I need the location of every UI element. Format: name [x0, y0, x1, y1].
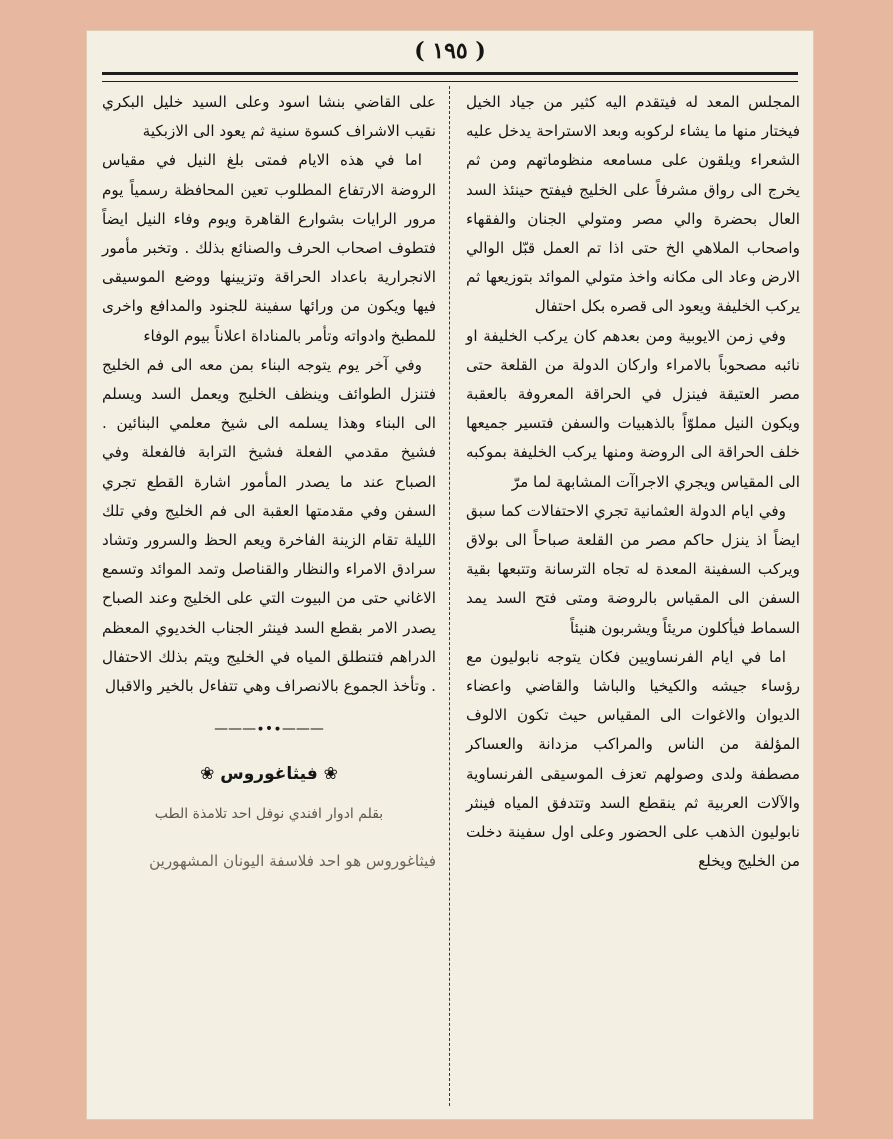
- paragraph: وفي زمن الايوبية ومن بعدهم كان يركب الخليفة او نائبه مصحوباً بالامراء واركان الدولة من القلعة حتى مصر العتيقة فينزل في الحراقة المعروفة بالعقبة ويكون النيل مملوّاً بالذهبيات والسفن فتسير جميعها خلف الحراقة الى الروضة ومنها يركب الخليفة بموكبه الى المقياس ويجري الاجراآت المشابهة لما مرّ: [466, 326, 800, 491]
- newspaper-page: [86, 30, 814, 1120]
- paragraph: اما في هذه الايام فمتى بلغ النيل في مقياس الروضة الارتفاع المطلوب تعين المحافظة رسمياً يوم مرور الرايات بشوارع القاهرة ويوم وفاء النيل ايضاً فتطوف اصحاب الحرف والصنائع بذلك . وتخبر مأمور الانجرارية باعداد الحراقة وتزيينها ووضع الموسيقى فيها ويكون من ورائها سفينة للجنود والمدافع واخرى للمطبخ وادواته وتأمر بالمناداة اعلاناً بيوم الوفاء: [102, 151, 436, 345]
- paragraph: المجلس المعد له فيتقدم اليه كثير من جياد الخيل فيختار منها ما يشاء لركوبه وبعد الاستراحة يدخل عليه الشعراء ويلقون على مسامعه منظوماتهم ومن ثم يخرج الى رواق مشرفاً على الخليج فيفتح حينئذ السد العال بحضرة والي مصر ومتولي الجنان والفقهاء واصحاب الملاهي الخ حتى اذا تم العمل قبّل الوالي الارض وعاد الى مكانه واخذ متولي الموائد بتوزيعها ثم يركب الخليفة ويعود الى قصره بكل احتفال: [466, 93, 800, 316]
- paragraph: اما في ايام الفرنساويين فكان يتوجه نابوليون مع رؤساء جيشه والكيخيا والباشا والقاضي واعضاء الديوان والاغوات الى المقياس حيث تكون الالوف المؤلفة من الناس والمراكب مزدانة والعساكر مصطفة ولدى وصولهم تعزف الموسيقى الفرنساوية والآلات العربية ثم ينقطع السد وتتدفق المياه فينثر نابوليون الذهب على الحضور وعلى اول سفينة دخلت من الخليج ويخلع: [466, 647, 800, 871]
- left-column: [102, 88, 436, 876]
- article-title: ❀ فيثاغوروس ❀: [200, 764, 338, 785]
- paragraph: وفي ايام الدولة العثمانية تجري الاحتفالات كما سبق ايضاً اذ ينزل حاكم مصر من القلعة صباحاً الى بولاق ويركب السفينة المعدة له تجاه الترسانة وتتبعها بقية السفن الى المقياس بالروضة ومتى فتح السد يمد السماط فيأكلون مريئاً ويشربون هنيئاً: [466, 501, 800, 637]
- section-ornament: ———∙•∙———: [214, 721, 324, 738]
- paragraph: وفي آخر يوم يتوجه البناء بمن معه الى فم الخليج فتنزل الطوائف وينظف الخليج ويعمل السد ويسلم الى البناء وهذا يسلمه الى شيخ معلمي البنائين . فشيخ مقدمي الفعلة فشيخ الترابة فالفعلة وفي الصباح عند ما يصدر المأمور اشارة القطع تجري السفن وفي مقدمتها العقبة الى فم الخليج وفي تلك الليلة تقام الزينة الفاخرة ويعم الحظ والسرور وتشاد سرادق الامراء والنظار والقناصل وتمد الموائد وتسمع الاغاني حتى من البيوت التي على الخليج وعند الصباح يصدر الامر بقطع السد فينثر الجناب الخديوي المعظم الدراهم فتنطلق المياه في الخليج ويتم بذلك الاحتفال . وتأخذ الجموع بالانصراف وهي تتفاءل بالخير والاقبال: [102, 355, 436, 696]
- page-number: ( ١٩٥ ): [414, 38, 486, 64]
- header-rule: [102, 72, 798, 82]
- column-divider: [449, 86, 450, 1106]
- article-first-line: فيثاغوروس هو احد فلاسفة اليونان المشهورين: [149, 851, 436, 870]
- paragraph: على القاضي بنشا اسود وعلى السيد خليل البكري نقيب الاشراف كسوة سنية ثم يعود الى الازبكية: [102, 93, 436, 141]
- article-byline: بقلم ادوار افندي نوفل احد تلامذة الطب: [154, 805, 384, 822]
- right-column: [466, 88, 800, 876]
